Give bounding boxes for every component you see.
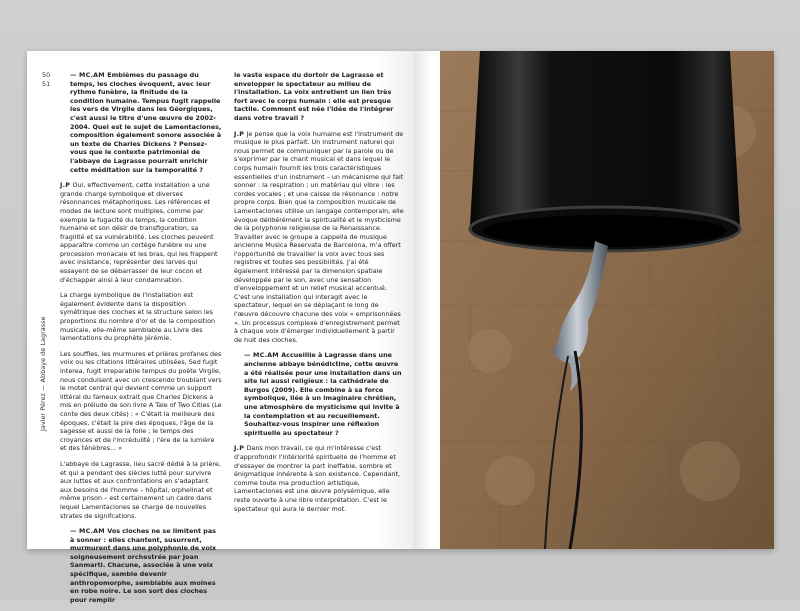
paragraph-para bbox=[60, 291, 222, 343]
paragraph-text: Accueillie à Lagrasse dans une ancienne abbaye bénédictine, cette œuvre a été réalisée pour une installation dans un site lui aussi religieux : la cathédrale de Burgos (2009). Elle combine à sa force symbolique, liée à un imaginaire chrétien, une atmosphère de mysticisme qui invite à la contemplation et au recueillement. Souhaitez-vous inspirer une réflexion spirituelle au spectateur ? bbox=[244, 351, 402, 437]
running-head: Javier Pérez — Abbaye de Lagrasse bbox=[39, 316, 47, 431]
paragraph-text: La charge symbolique de l'installation est également évidente dans la disposition symétrique des cloches et la structure selon les proportions du nombre d'or et de la composition musicale, elle-même semblable au Livre des lamentations du prophète Jérémie. bbox=[60, 291, 216, 343]
page-number-right: 51 bbox=[42, 80, 51, 88]
paragraph-text: Je pense que la voix humaine est l'instrument de musique le plus parfait. Un instrument naturel qui nous permet de communiquer par la parole ou de s'exprimer par le chant musical et dans lequel le corps humain fournit les trois caractéristiques essentielles d'un instrument – un mécanisme qui fait sonner : la respiration ; un matériau qui vibre : les cordes vocales ; et une caisse de résonance : notre propre corps. Bien que la composition musicale de Lamentaciones utilise un langage contemporain, elle évoque délibérément la spiritualité et le mysticisme de la polyphonie religieuse de la Renaissance. Travailler avec le groupe a cappella de musique ancienne Musica Reservata de Barcelona, m'a offert l'opportunité de travailler la voix avec tous ses registres et toutes ses possibilités. J'ai été également intéressé par la dimension spatiale développée par le son, avec une sensation d'enveloppement et un relief musical accentué. C'est une installation qui interagit avec le spectateur, lequel en se déplaçant le long de l'œuvre découvre chacune des voix « emprisonnées ». Un processus complexe d'enregistrement permet à chaque voix d'émerger individuellement à partir de huit des cloches. bbox=[234, 129, 404, 344]
paragraph-answer bbox=[234, 130, 404, 345]
bell-sculpture-photo bbox=[440, 51, 774, 549]
paragraph-text: Dans mon travail, ce qui m'intéresse c'est d'approfondir l'intériorité spirituelle de l'homme et d'essayer de montrer la part ineffable, sombre et énigmatique inhérente à son existence. Cependant, comme toute ma production artistique, Lamentaciones est une œuvre polysémique, elle reste ouverte à une libre interprétation. C'est le spectateur qui aura le dernier mot. bbox=[234, 444, 401, 513]
paragraph-question bbox=[234, 351, 404, 437]
paragraph-question_cont bbox=[234, 71, 404, 123]
paragraph-answer bbox=[60, 181, 222, 284]
page-number-left: 50 bbox=[42, 71, 51, 79]
text-column-1 bbox=[60, 71, 222, 611]
magazine-spread bbox=[27, 51, 774, 604]
page-numbers bbox=[42, 71, 50, 89]
paragraph-para bbox=[60, 350, 222, 453]
paragraph-text: Les souffles, les murmures et prières profanes des voix ou les citations littéraires utilisées, Sed fugit interea, fugit irreparabile tempus du poète Virgile, nous conduisent avec un crescendo troublant vers le motet central qui devient comme un support littéral du fameux extrait que Charles Dickens a mis en prélude de son livre A Tale of Two Cities (Le conte des deux cités) : « C'était la meilleure des époques, c'était la pire des époques, l'âge de la sagesse et aussi de la folie ; le temps des croyances et de l'incrédulité ; l'ère de la lumière et des ténèbres... » bbox=[60, 349, 222, 453]
text-column-2 bbox=[234, 71, 404, 520]
paragraph-text: L'abbaye de Lagrasse, lieu sacré dédié à la prière, et qui a pendant des siècles lutté pour survivre aux luttes et aux confrontations en s'adaptant aux besoins de l'homme – hôpital, orphelinat et même prison – est certainement un cadre dans lequel Lamentaciones se charge de nouvelles strates de signifcations. bbox=[60, 459, 221, 520]
paragraph-question bbox=[60, 527, 222, 604]
paragraph-text: Emblèmes du passage du temps, les cloches évoquent, avec leur rythme funèbre, la finitude de la condition humaine. Tempus fugit rappelle les vers de Virgile dans les Géorgiques, c'est aussi le titre d'une œuvre de 2002-2004. Quel est le sujet de Lamentaciones, composition également sonore associée à un texte de Charles Dickens ? Pensez-vous que le contexte patrimonial de l'abbaye de Lagrasse pourrait enrichir cette méditation sur la temporalité ? bbox=[70, 71, 222, 174]
speaker-label: J.P bbox=[234, 444, 247, 453]
paragraph-question bbox=[60, 71, 222, 174]
paragraph-answer bbox=[234, 444, 404, 513]
speaker-label: — MC.AM bbox=[244, 351, 282, 360]
speaker-label: — MC.AM bbox=[70, 71, 108, 79]
speaker-label: — MC.AM bbox=[70, 527, 108, 536]
paragraph-text: le vaste espace du dortoir de Lagrasse et envelopper le spectateur au milieu de l'installation. La voix entretient un lien très fort avec le corps humain : elle est presque tactile. Comment est née l'idée de l'intégrer dans votre travail ? bbox=[234, 71, 394, 122]
bell-image bbox=[440, 51, 774, 549]
paragraph-para bbox=[60, 460, 222, 520]
paragraph-text: Vos cloches ne se limitent pas à sonner : elles chantent, susurrent, murmurent dans une polyphonie de voix soigneusement orchestrée par Joan Sanmarti. Chacune, associée à une voix spécifique, semble devenir anthropomorphe, semblable aux moines en robe noire. Le son sort des cloches pour remplir bbox=[70, 527, 217, 604]
paragraph-text: Oui, effectivement, cette installation a une grande charge symbolique et diverses résonnances métaphoriques. Les références et modes de lecture sont multiples, comme par exemple la fugacité du temps, la condition humaine et son désir de transfiguration, sa fragilité et sa vulnérabilité. Les cloches peuvent apparaître comme un cortège funèbre ou une procession monacale et les bras, qui les frappent avec insistance, représenter des larves qui essayent de se débarrasser de leur cocon et d'échapper ainsi à leur condamnation. bbox=[60, 181, 218, 284]
speaker-label: J.P bbox=[234, 129, 247, 138]
speaker-label: J.P bbox=[60, 181, 73, 190]
